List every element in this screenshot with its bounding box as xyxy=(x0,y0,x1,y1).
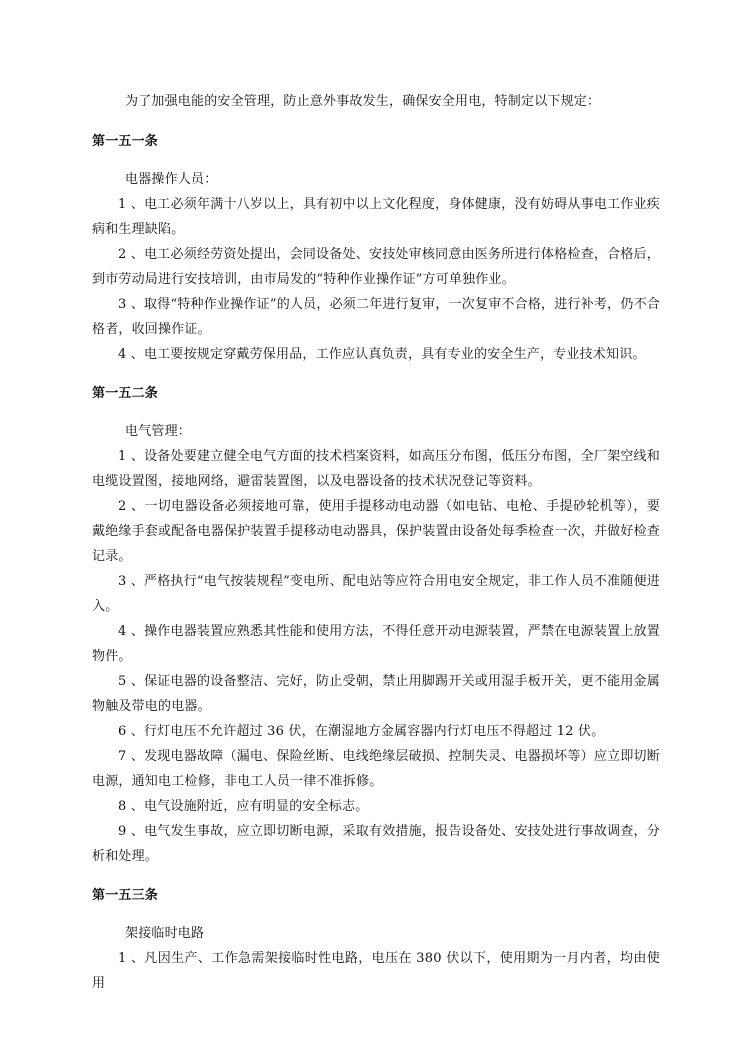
intro-paragraph: 为了加强电能的安全管理，防止意外事故发生，确保安全用电，特制定以下规定： xyxy=(125,94,601,109)
clause-item: 1 、凡因生产、工作急需架接临时性电路，电压在 380 伏以下，使用期为一月内者，均由使用 xyxy=(92,951,660,991)
clause-item: 4 、电工要按规定穿戴劳保用品，工作应认真负责，具有专业的安全生产，专业技术知识。 xyxy=(118,347,646,362)
clause-item: 1 、设备处要建立健全电气方面的技术档案资料，如高压分布图，低压分布图，全厂架空线和电缆设置图，接地网络，避雷装置图，以及电器设备的技术状况登记等资料。 xyxy=(92,449,660,489)
clause-item: 9 、电气发生事故，应立即切断电源，采取有效措施，报告设备处、安技处进行事故调查，分析和处理。 xyxy=(92,824,660,864)
section-heading: 第一五一条 xyxy=(92,134,159,149)
section-151 xyxy=(92,129,660,367)
clause-item: 7 、发现电器故障（漏电、保险丝断、电线绝缘层破损、控制失灵、电器损坏等）应立即切断电源，通知电工检修，非电工人员一律不准拆修。 xyxy=(92,749,660,789)
section-subtitle: 架接临时电路 xyxy=(125,926,205,941)
clause-item: 1 、电工必须年满十八岁以上，具有初中以上文化程度，身体健康，没有妨碍从事电工作业疾病和生理缺陷。 xyxy=(92,197,660,237)
section-subtitle: 电器操作人员： xyxy=(125,172,218,187)
clause-item: 3 、取得“特种作业操作证”的人员，必须二年进行复审，一次复审不合格，进行补考，仍不合格者，收回操作证。 xyxy=(92,297,660,337)
clause-item: 3 、严格执行“电气按装规程”变电所、配电站等应符合用电安全规定，非工作人员不准随便进入。 xyxy=(92,574,660,614)
clause-item: 8 、电气设施附近，应有明显的安全标志。 xyxy=(118,799,369,814)
clause-item: 2 、电工必须经劳资处提出，会同设备处、安技处审核同意由医务所进行体格检查，合格后，到市劳动局进行安技培训，由市局发的“特种作业操作证”方可单独作业。 xyxy=(92,247,660,287)
document-body xyxy=(92,89,660,996)
clause-item: 2 、一切电器设备必须接地可靠，使用手提移动电动器（如电钻、电枪、手提砂轮机等），要戴绝缘手套或配备电器保护装置手提移动电动器具，保护装置由设备处每季检查一次，并做好检查记录。 xyxy=(92,499,660,564)
section-subtitle: 电气管理： xyxy=(125,424,192,439)
clause-item: 5 、保证电器的设备整洁、完好，防止受朝，禁止用脚踢开关或用湿手板开关，更不能用金属物触及带电的电器。 xyxy=(92,674,660,714)
section-heading: 第一五二条 xyxy=(92,386,159,401)
clause-item: 4 、操作电器装置应熟悉其性能和使用方法，不得任意开动电源装置，严禁在电源装置上放置物件。 xyxy=(92,624,660,664)
section-heading: 第一五三条 xyxy=(92,888,159,903)
clause-item: 6 、行灯电压不允许超过 36 伏，在潮湿地方金属容器内行灯电压不得超过 12 伏。 xyxy=(118,724,605,739)
section-153 xyxy=(92,883,660,996)
section-152 xyxy=(92,381,660,869)
